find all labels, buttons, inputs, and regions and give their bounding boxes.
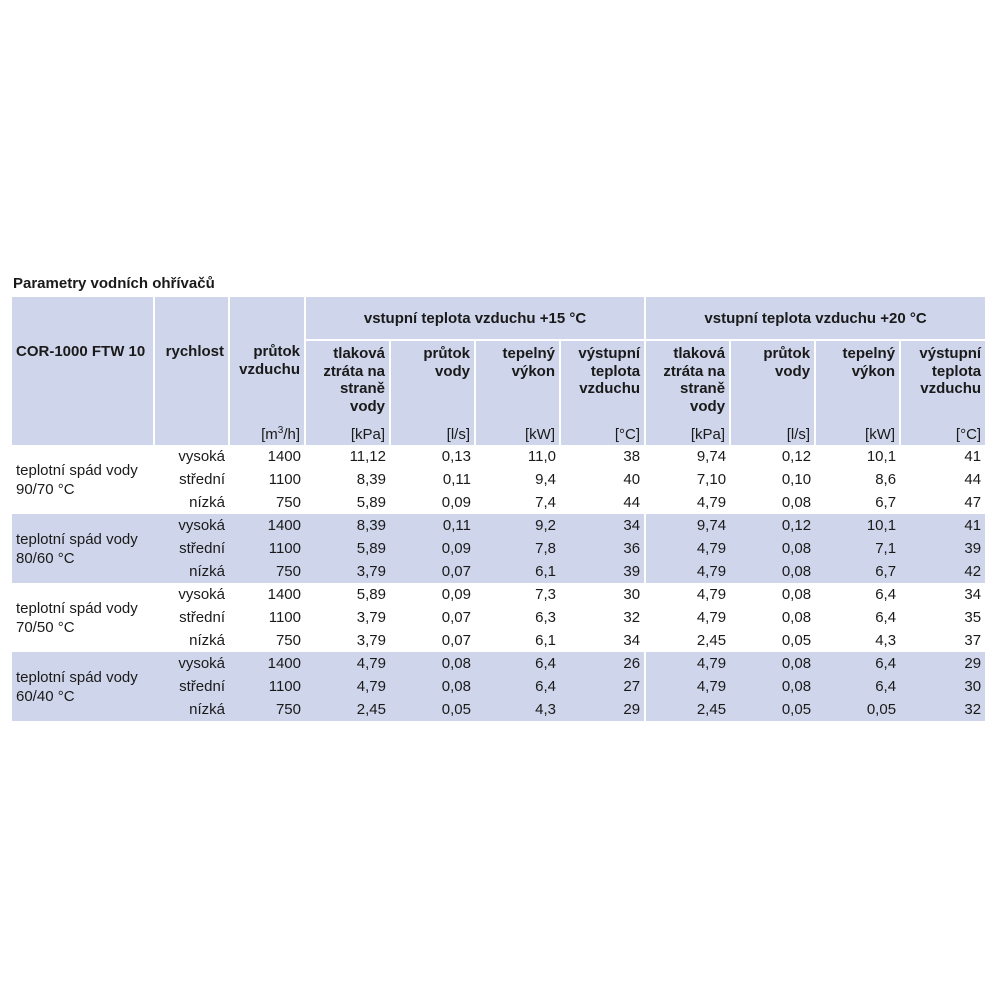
outlet-temp-15-cell: 38 bbox=[623, 448, 641, 465]
heat-output-20-cell: 0,05 bbox=[815, 698, 900, 721]
airflow-cell: 1400 bbox=[229, 514, 305, 537]
water-flow-15-cell: 0,07 bbox=[441, 632, 471, 649]
heat-output-15-cell: 4,3 bbox=[475, 698, 560, 721]
group-label bbox=[12, 652, 154, 721]
pressure-loss-15-cell: 4,79 bbox=[305, 675, 390, 698]
group-label-line2: 90/70 °C bbox=[16, 480, 75, 498]
group-label bbox=[12, 514, 154, 583]
pressure-loss-20-cell: 4,79 bbox=[645, 560, 730, 583]
table-row bbox=[12, 675, 985, 698]
heat-output-15-cell: 7,8 bbox=[475, 537, 560, 560]
water-flow-15-cell: 0,11 bbox=[442, 471, 471, 488]
heat-output-15-cell: 7,4 bbox=[535, 494, 556, 511]
pressure-loss-15-cell: 3,79 bbox=[305, 560, 390, 583]
pressure-loss-15-cell: 8,39 bbox=[356, 471, 386, 488]
pressure-loss-15-cell: 2,45 bbox=[305, 698, 390, 721]
table-row bbox=[12, 537, 985, 560]
water-flow-20-cell: 0,08 bbox=[730, 560, 815, 583]
outlet-temp-15-cell: 29 bbox=[560, 698, 645, 721]
water-flow-20-cell: 0,05 bbox=[730, 698, 815, 721]
speed-cell: vysoká bbox=[178, 586, 225, 603]
table-row bbox=[12, 560, 985, 583]
outlet-temp-20-cell: 42 bbox=[900, 560, 985, 583]
group-label bbox=[12, 445, 154, 514]
pressure-loss-15-cell: 5,89 bbox=[305, 537, 390, 560]
airflow-cell: 750 bbox=[229, 560, 305, 583]
table-title: Parametry vodních ohřívačů bbox=[13, 275, 215, 292]
speed-cell: nízká bbox=[189, 494, 225, 511]
table-body bbox=[12, 445, 985, 721]
speed-cell: střední bbox=[154, 675, 229, 698]
outlet-temp-20-cell: 39 bbox=[900, 537, 985, 560]
table-row bbox=[12, 698, 985, 721]
airflow-cell: 1100 bbox=[229, 537, 305, 560]
table-row bbox=[12, 629, 985, 652]
outlet-temp-20-cell: 41 bbox=[964, 448, 982, 465]
pressure-loss-15-cell: 8,39 bbox=[305, 514, 390, 537]
water-flow-15-cell: 0,07 bbox=[390, 560, 475, 583]
heat-output-15-cell: 6,1 bbox=[535, 632, 556, 649]
pressure-loss-20-cell: 2,45 bbox=[645, 698, 730, 721]
group-label-line2: 70/50 °C bbox=[16, 618, 75, 636]
pressure-loss-20-cell: 4,79 bbox=[645, 606, 730, 629]
header-airflow bbox=[229, 297, 305, 445]
pressure-loss-20-cell: 4,79 bbox=[645, 652, 730, 675]
water-flow-20-cell: 0,08 bbox=[730, 652, 815, 675]
water-flow-15-cell: 0,08 bbox=[390, 675, 475, 698]
airflow-cell: 750 bbox=[275, 632, 301, 649]
speed-cell: vysoká bbox=[154, 652, 229, 675]
heat-output-20-cell: 6,4 bbox=[875, 609, 897, 626]
water-flow-20-cell: 0,12 bbox=[730, 514, 815, 537]
header-pressure-loss-15: tlaková ztráta na straně vody [kPa] bbox=[305, 340, 390, 445]
heat-output-20-cell: 6,7 bbox=[875, 494, 897, 511]
header-water-flow-20: průtok vody [l/s] bbox=[730, 340, 815, 445]
speed-cell: vysoká bbox=[154, 514, 229, 537]
airflow-cell: 750 bbox=[275, 494, 301, 511]
water-flow-15-cell: 0,09 bbox=[441, 586, 471, 603]
table-row bbox=[12, 583, 985, 606]
header-heat-output-20: tepelný výkon [kW] bbox=[815, 340, 900, 445]
heat-output-20-cell: 6,4 bbox=[815, 675, 900, 698]
outlet-temp-20-cell: 37 bbox=[964, 632, 982, 649]
water-flow-15-cell: 0,08 bbox=[390, 652, 475, 675]
heat-output-15-cell: 6,3 bbox=[535, 609, 556, 626]
pressure-loss-20-cell: 9,74 bbox=[645, 445, 730, 468]
table-row bbox=[12, 468, 985, 491]
pressure-loss-20-cell: 4,79 bbox=[645, 491, 730, 514]
outlet-temp-15-cell: 40 bbox=[623, 471, 641, 488]
water-flow-15-cell: 0,09 bbox=[441, 494, 471, 511]
outlet-temp-20-cell: 34 bbox=[964, 586, 982, 603]
pressure-loss-15-cell: 3,79 bbox=[356, 632, 386, 649]
airflow-cell: 1400 bbox=[267, 448, 301, 465]
pressure-loss-15-cell: 11,12 bbox=[349, 448, 386, 465]
pressure-loss-20-cell: 2,45 bbox=[645, 629, 730, 652]
heat-output-20-cell: 6,4 bbox=[875, 586, 897, 603]
outlet-temp-20-cell: 47 bbox=[964, 494, 982, 511]
airflow-cell: 1100 bbox=[268, 609, 301, 626]
header-water-flow-15: průtok vody [l/s] bbox=[390, 340, 475, 445]
table-row bbox=[12, 606, 985, 629]
speed-cell: vysoká bbox=[178, 448, 225, 465]
header-group-15: vstupní teplota vzduchu +15 °C bbox=[305, 297, 645, 340]
water-flow-20-cell: 0,10 bbox=[781, 471, 812, 488]
header-outlet-temp-15: výstupní teplota vzduchu [°C] bbox=[560, 340, 645, 445]
speed-cell: střední bbox=[179, 609, 225, 626]
header-airflow-unit: $[m^3/h]$ bbox=[261, 424, 300, 443]
water-flow-20-cell: 0,05 bbox=[781, 632, 812, 649]
airflow-cell: 1100 bbox=[268, 471, 301, 488]
header-group-20: vstupní teplota vzduchu +20 °C bbox=[645, 297, 985, 340]
water-flow-20-cell: 0,12 bbox=[781, 448, 812, 465]
pressure-loss-20-cell: 4,79 bbox=[645, 537, 730, 560]
speed-cell: střední bbox=[179, 471, 225, 488]
group-label bbox=[12, 583, 154, 652]
header-pressure-loss-20: tlaková ztráta na straně vody [kPa] bbox=[645, 340, 730, 445]
heat-output-15-cell: 6,4 bbox=[475, 652, 560, 675]
water-flow-15-cell: 0,05 bbox=[390, 698, 475, 721]
airflow-cell: 1400 bbox=[267, 586, 301, 603]
header-heat-output-15: tepelný výkon [kW] bbox=[475, 340, 560, 445]
header-model: COR-1000 FTW 10 bbox=[12, 297, 154, 445]
outlet-temp-20-cell: 32 bbox=[900, 698, 985, 721]
heat-output-20-cell: 4,3 bbox=[875, 632, 897, 649]
airflow-cell: 1400 bbox=[229, 652, 305, 675]
speed-cell: nízká bbox=[154, 560, 229, 583]
water-flow-20-cell: 0,08 bbox=[781, 609, 812, 626]
outlet-temp-20-cell: 35 bbox=[964, 609, 982, 626]
pressure-loss-20-cell: 9,74 bbox=[645, 514, 730, 537]
outlet-temp-15-cell: 26 bbox=[560, 652, 645, 675]
heat-output-20-cell: 6,4 bbox=[815, 652, 900, 675]
water-flow-15-cell: 0,13 bbox=[441, 448, 471, 465]
heater-parameters-table bbox=[12, 297, 985, 721]
heat-output-20-cell: 10,1 bbox=[866, 448, 897, 465]
group-label-line2: 60/40 °C bbox=[16, 687, 75, 705]
outlet-temp-20-cell: 44 bbox=[964, 471, 982, 488]
outlet-temp-15-cell: 39 bbox=[560, 560, 645, 583]
group-label-line1: teplotní spád vody bbox=[16, 668, 138, 686]
water-flow-20-cell: 0,08 bbox=[781, 586, 812, 603]
heat-output-15-cell: 9,2 bbox=[475, 514, 560, 537]
outlet-temp-20-cell: 30 bbox=[900, 675, 985, 698]
group-label-line2: 80/60 °C bbox=[16, 549, 75, 567]
speed-cell: střední bbox=[154, 537, 229, 560]
heat-output-20-cell: 7,1 bbox=[815, 537, 900, 560]
heat-output-20-cell: 6,7 bbox=[815, 560, 900, 583]
speed-cell: nízká bbox=[189, 632, 225, 649]
header-speed: rychlost bbox=[154, 297, 229, 445]
heat-output-20-cell: 10,1 bbox=[815, 514, 900, 537]
outlet-temp-15-cell: 27 bbox=[560, 675, 645, 698]
water-flow-20-cell: 0,08 bbox=[730, 675, 815, 698]
outlet-temp-20-cell: 41 bbox=[900, 514, 985, 537]
water-flow-15-cell: 0,09 bbox=[390, 537, 475, 560]
outlet-temp-15-cell: 36 bbox=[560, 537, 645, 560]
heat-output-15-cell: 6,1 bbox=[475, 560, 560, 583]
pressure-loss-20-cell: 4,79 bbox=[645, 675, 730, 698]
speed-cell: nízká bbox=[154, 698, 229, 721]
heat-output-15-cell: 7,3 bbox=[535, 586, 556, 603]
group-label-line1: teplotní spád vody bbox=[16, 530, 138, 548]
table-row bbox=[12, 514, 985, 537]
table-row bbox=[12, 652, 985, 675]
heat-output-15-cell: 11,0 bbox=[527, 448, 556, 465]
header-outlet-temp-20: výstupní teplota vzduchu [°C] bbox=[900, 340, 985, 445]
pressure-loss-20-cell: 4,79 bbox=[645, 583, 730, 606]
pressure-loss-15-cell: 3,79 bbox=[356, 609, 386, 626]
water-flow-20-cell: 0,08 bbox=[730, 537, 815, 560]
table-row bbox=[12, 445, 985, 468]
outlet-temp-15-cell: 44 bbox=[623, 494, 641, 511]
water-flow-15-cell: 0,11 bbox=[390, 514, 475, 537]
pressure-loss-15-cell: 4,79 bbox=[305, 652, 390, 675]
outlet-temp-20-cell: 29 bbox=[900, 652, 985, 675]
pressure-loss-15-cell: 5,89 bbox=[356, 586, 386, 603]
pressure-loss-20-cell: 7,10 bbox=[645, 468, 730, 491]
outlet-temp-15-cell: 34 bbox=[623, 632, 641, 649]
airflow-cell: 750 bbox=[229, 698, 305, 721]
outlet-temp-15-cell: 32 bbox=[623, 609, 641, 626]
group-label-line1: teplotní spád vody bbox=[16, 599, 138, 617]
heat-output-15-cell: 6,4 bbox=[475, 675, 560, 698]
outlet-temp-15-cell: 30 bbox=[623, 586, 641, 603]
heat-output-20-cell: 8,6 bbox=[875, 471, 897, 488]
heat-output-15-cell: 9,4 bbox=[535, 471, 556, 488]
table-row bbox=[12, 491, 985, 514]
pressure-loss-15-cell: 5,89 bbox=[356, 494, 386, 511]
group-label-line1: teplotní spád vody bbox=[16, 461, 138, 479]
airflow-cell: 1100 bbox=[229, 675, 305, 698]
header-airflow-label: průtok vzduchu bbox=[239, 343, 300, 378]
outlet-temp-15-cell: 34 bbox=[560, 514, 645, 537]
water-flow-20-cell: 0,08 bbox=[781, 494, 812, 511]
water-flow-15-cell: 0,07 bbox=[441, 609, 471, 626]
